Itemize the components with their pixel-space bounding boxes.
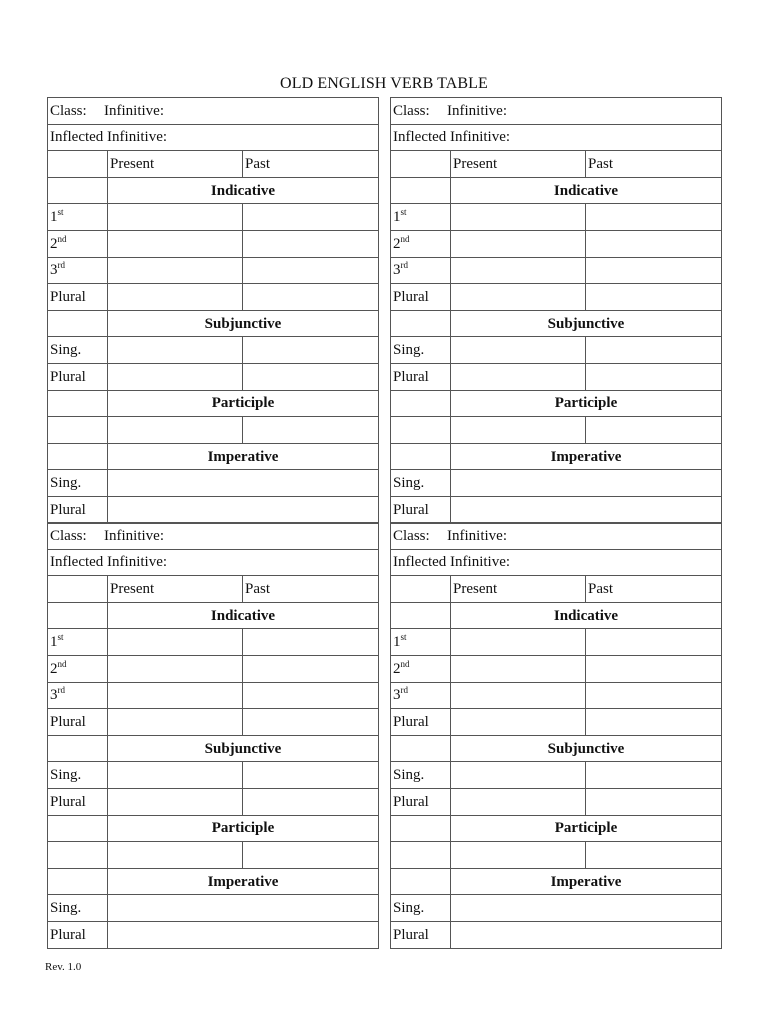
inflected-infinitive-label: Inflected Infinitive: <box>393 554 511 571</box>
sing-label: Sing. <box>48 470 108 497</box>
class-label: Class: <box>50 527 87 544</box>
past-cell[interactable] <box>586 709 722 736</box>
indicative-1st-row <box>48 629 379 656</box>
class-infinitive-cell[interactable] <box>391 523 722 550</box>
blank-cell <box>391 310 451 337</box>
person-label: 1st <box>48 629 108 656</box>
present-cell[interactable] <box>451 655 586 682</box>
inflected-infinitive-cell[interactable] <box>48 549 379 576</box>
participle-heading: Participle <box>108 815 379 842</box>
inflected-infinitive-row <box>48 124 379 151</box>
imperative-heading: Imperative <box>108 443 379 470</box>
participle-row <box>391 417 722 444</box>
participle-heading: Participle <box>451 390 722 417</box>
inflected-infinitive-row <box>391 124 722 151</box>
past-cell[interactable] <box>586 788 722 815</box>
imperative-cell[interactable] <box>108 895 379 922</box>
plural-label: Plural <box>48 363 108 390</box>
verb-table-bottom-right <box>390 522 722 949</box>
blank-cell <box>48 151 108 178</box>
present-cell[interactable] <box>108 762 243 789</box>
sing-label: Sing. <box>391 337 451 364</box>
past-cell[interactable] <box>586 682 722 709</box>
sing-label: Sing. <box>391 762 451 789</box>
imperative-plural-row <box>391 921 722 948</box>
present-cell[interactable] <box>108 204 243 231</box>
present-cell[interactable] <box>451 284 586 311</box>
blank-cell <box>391 735 451 762</box>
sing-label: Sing. <box>48 762 108 789</box>
plural-label: Plural <box>391 284 451 311</box>
person-label: 3rd <box>391 682 451 709</box>
imperative-section-row <box>48 868 379 895</box>
imperative-section-row <box>391 443 722 470</box>
plural-label: Plural <box>391 921 451 948</box>
subjunctive-section-row <box>48 735 379 762</box>
participle-row <box>391 842 722 869</box>
plural-label: Plural <box>48 284 108 311</box>
sing-label: Sing. <box>48 895 108 922</box>
imperative-section-row <box>391 868 722 895</box>
person-label: 1st <box>48 204 108 231</box>
imperative-cell[interactable] <box>451 921 722 948</box>
indicative-heading: Indicative <box>451 602 722 629</box>
past-cell[interactable] <box>243 655 379 682</box>
revision-label: Rev. 1.0 <box>45 961 82 973</box>
person-label: 2nd <box>391 655 451 682</box>
blank-cell <box>48 815 108 842</box>
infinitive-label: Infinitive: <box>104 102 164 119</box>
present-header: Present <box>108 151 243 178</box>
tense-header-row <box>391 151 722 178</box>
past-cell[interactable] <box>243 257 379 284</box>
sing-label: Sing. <box>48 337 108 364</box>
class-infinitive-cell[interactable] <box>48 98 379 125</box>
inflected-infinitive-row <box>391 549 722 576</box>
participle-section-row <box>48 815 379 842</box>
indicative-2nd-row <box>391 655 722 682</box>
past-cell[interactable] <box>586 363 722 390</box>
subjunctive-heading: Subjunctive <box>451 310 722 337</box>
blank-cell <box>391 177 451 204</box>
blank-cell <box>391 602 451 629</box>
past-cell[interactable] <box>243 284 379 311</box>
imperative-sing-row <box>391 470 722 497</box>
plural-label: Plural <box>48 788 108 815</box>
indicative-plural-row <box>48 284 379 311</box>
plural-label: Plural <box>48 496 108 523</box>
indicative-1st-row <box>391 629 722 656</box>
class-label: Class: <box>393 102 430 119</box>
past-cell[interactable] <box>243 417 379 444</box>
participle-row <box>48 842 379 869</box>
subjunctive-plural-row <box>48 788 379 815</box>
class-row <box>48 523 379 550</box>
page-title: OLD ENGLISH VERB TABLE <box>280 75 488 92</box>
past-cell[interactable] <box>243 363 379 390</box>
present-cell[interactable] <box>108 257 243 284</box>
indicative-2nd-row <box>48 655 379 682</box>
subjunctive-plural-row <box>391 363 722 390</box>
past-cell[interactable] <box>243 682 379 709</box>
subjunctive-sing-row <box>48 762 379 789</box>
indicative-section-row <box>48 177 379 204</box>
indicative-plural-row <box>48 709 379 736</box>
class-row <box>391 523 722 550</box>
past-cell[interactable] <box>586 337 722 364</box>
blank-cell <box>48 602 108 629</box>
inflected-infinitive-row <box>48 549 379 576</box>
class-row <box>391 98 722 125</box>
sing-label: Sing. <box>391 895 451 922</box>
present-cell[interactable] <box>451 629 586 656</box>
subjunctive-plural-row <box>48 363 379 390</box>
imperative-cell[interactable] <box>451 496 722 523</box>
class-label: Class: <box>393 527 430 544</box>
person-label: 2nd <box>48 230 108 257</box>
indicative-1st-row <box>48 204 379 231</box>
past-header: Past <box>586 576 722 603</box>
blank-cell <box>391 868 451 895</box>
past-cell[interactable] <box>586 230 722 257</box>
present-header: Present <box>108 576 243 603</box>
past-cell[interactable] <box>243 709 379 736</box>
blank-cell <box>48 390 108 417</box>
imperative-sing-row <box>391 895 722 922</box>
tense-header-row <box>391 576 722 603</box>
blank-cell <box>391 842 451 869</box>
present-cell[interactable] <box>108 629 243 656</box>
tense-header-row <box>48 576 379 603</box>
participle-row <box>48 417 379 444</box>
plural-label: Plural <box>391 496 451 523</box>
indicative-heading: Indicative <box>451 177 722 204</box>
infinitive-label: Infinitive: <box>447 527 507 544</box>
indicative-section-row <box>391 177 722 204</box>
present-cell[interactable] <box>108 417 243 444</box>
subjunctive-section-row <box>391 310 722 337</box>
present-cell[interactable] <box>451 788 586 815</box>
imperative-sing-row <box>48 470 379 497</box>
person-label: 3rd <box>391 257 451 284</box>
present-cell[interactable] <box>108 230 243 257</box>
present-cell[interactable] <box>108 337 243 364</box>
imperative-cell[interactable] <box>108 470 379 497</box>
blank-cell <box>48 868 108 895</box>
subjunctive-heading: Subjunctive <box>108 310 379 337</box>
tense-header-row <box>48 151 379 178</box>
past-cell[interactable] <box>586 204 722 231</box>
inflected-infinitive-cell[interactable] <box>48 124 379 151</box>
indicative-plural-row <box>391 709 722 736</box>
blank-cell <box>48 842 108 869</box>
inflected-infinitive-label: Inflected Infinitive: <box>393 129 511 146</box>
person-label: 2nd <box>391 230 451 257</box>
past-cell[interactable] <box>243 204 379 231</box>
present-cell[interactable] <box>451 363 586 390</box>
indicative-3rd-row <box>391 682 722 709</box>
imperative-cell[interactable] <box>451 895 722 922</box>
past-cell[interactable] <box>586 655 722 682</box>
participle-section-row <box>391 815 722 842</box>
class-infinitive-cell[interactable] <box>391 98 722 125</box>
indicative-plural-row <box>391 284 722 311</box>
past-cell[interactable] <box>243 337 379 364</box>
imperative-plural-row <box>48 496 379 523</box>
subjunctive-section-row <box>48 310 379 337</box>
past-cell[interactable] <box>243 788 379 815</box>
sing-label: Sing. <box>391 470 451 497</box>
class-row <box>48 98 379 125</box>
present-cell[interactable] <box>108 788 243 815</box>
person-label: 3rd <box>48 257 108 284</box>
person-label: 1st <box>391 204 451 231</box>
imperative-heading: Imperative <box>108 868 379 895</box>
past-header: Past <box>243 576 379 603</box>
present-cell[interactable] <box>108 842 243 869</box>
plural-label: Plural <box>48 709 108 736</box>
class-infinitive-cell[interactable] <box>48 523 379 550</box>
plural-label: Plural <box>391 788 451 815</box>
present-cell[interactable] <box>108 284 243 311</box>
imperative-heading: Imperative <box>451 443 722 470</box>
present-cell[interactable] <box>108 655 243 682</box>
blank-cell <box>391 443 451 470</box>
blank-cell <box>48 735 108 762</box>
participle-heading: Participle <box>451 815 722 842</box>
imperative-plural-row <box>48 921 379 948</box>
present-cell[interactable] <box>451 682 586 709</box>
present-cell[interactable] <box>451 204 586 231</box>
past-cell[interactable] <box>586 629 722 656</box>
indicative-section-row <box>391 602 722 629</box>
blank-cell <box>391 151 451 178</box>
present-cell[interactable] <box>451 709 586 736</box>
subjunctive-sing-row <box>48 337 379 364</box>
blank-cell <box>391 390 451 417</box>
inflected-infinitive-label: Inflected Infinitive: <box>50 554 168 571</box>
present-header: Present <box>451 576 586 603</box>
class-label: Class: <box>50 102 87 119</box>
indicative-heading: Indicative <box>108 177 379 204</box>
inflected-infinitive-cell[interactable] <box>391 549 722 576</box>
subjunctive-section-row <box>391 735 722 762</box>
imperative-plural-row <box>391 496 722 523</box>
past-cell[interactable] <box>243 629 379 656</box>
person-label: 2nd <box>48 655 108 682</box>
past-cell[interactable] <box>243 762 379 789</box>
imperative-cell[interactable] <box>108 496 379 523</box>
infinitive-label: Infinitive: <box>447 102 507 119</box>
indicative-1st-row <box>391 204 722 231</box>
inflected-infinitive-label: Inflected Infinitive: <box>50 129 168 146</box>
indicative-section-row <box>48 602 379 629</box>
verb-table-top-left <box>47 97 379 524</box>
indicative-3rd-row <box>48 682 379 709</box>
imperative-heading: Imperative <box>451 868 722 895</box>
past-cell[interactable] <box>243 230 379 257</box>
past-header: Past <box>243 151 379 178</box>
imperative-cell[interactable] <box>451 470 722 497</box>
present-cell[interactable] <box>451 230 586 257</box>
indicative-3rd-row <box>48 257 379 284</box>
indicative-3rd-row <box>391 257 722 284</box>
participle-section-row <box>391 390 722 417</box>
past-cell[interactable] <box>586 842 722 869</box>
verb-table-top-right <box>390 97 722 524</box>
imperative-cell[interactable] <box>108 921 379 948</box>
subjunctive-heading: Subjunctive <box>451 735 722 762</box>
indicative-heading: Indicative <box>108 602 379 629</box>
blank-cell <box>48 310 108 337</box>
indicative-2nd-row <box>48 230 379 257</box>
person-label: 1st <box>391 629 451 656</box>
subjunctive-sing-row <box>391 337 722 364</box>
subjunctive-plural-row <box>391 788 722 815</box>
blank-cell <box>391 815 451 842</box>
subjunctive-heading: Subjunctive <box>108 735 379 762</box>
blank-cell <box>48 417 108 444</box>
blank-cell <box>48 177 108 204</box>
present-header: Present <box>451 151 586 178</box>
infinitive-label: Infinitive: <box>104 527 164 544</box>
plural-label: Plural <box>391 363 451 390</box>
plural-label: Plural <box>391 709 451 736</box>
past-cell[interactable] <box>586 257 722 284</box>
present-cell[interactable] <box>451 257 586 284</box>
blank-cell <box>48 576 108 603</box>
participle-heading: Participle <box>108 390 379 417</box>
past-cell[interactable] <box>586 284 722 311</box>
present-cell[interactable] <box>451 842 586 869</box>
present-cell[interactable] <box>451 337 586 364</box>
present-cell[interactable] <box>108 682 243 709</box>
present-cell[interactable] <box>108 709 243 736</box>
inflected-infinitive-cell[interactable] <box>391 124 722 151</box>
blank-cell <box>48 443 108 470</box>
present-cell[interactable] <box>451 417 586 444</box>
blank-cell <box>391 417 451 444</box>
present-cell[interactable] <box>108 363 243 390</box>
indicative-2nd-row <box>391 230 722 257</box>
imperative-sing-row <box>48 895 379 922</box>
past-cell[interactable] <box>586 762 722 789</box>
present-cell[interactable] <box>451 762 586 789</box>
blank-cell <box>391 576 451 603</box>
past-header: Past <box>586 151 722 178</box>
past-cell[interactable] <box>586 417 722 444</box>
past-cell[interactable] <box>243 842 379 869</box>
subjunctive-sing-row <box>391 762 722 789</box>
person-label: 3rd <box>48 682 108 709</box>
imperative-section-row <box>48 443 379 470</box>
verb-table-bottom-left <box>47 522 379 949</box>
plural-label: Plural <box>48 921 108 948</box>
participle-section-row <box>48 390 379 417</box>
